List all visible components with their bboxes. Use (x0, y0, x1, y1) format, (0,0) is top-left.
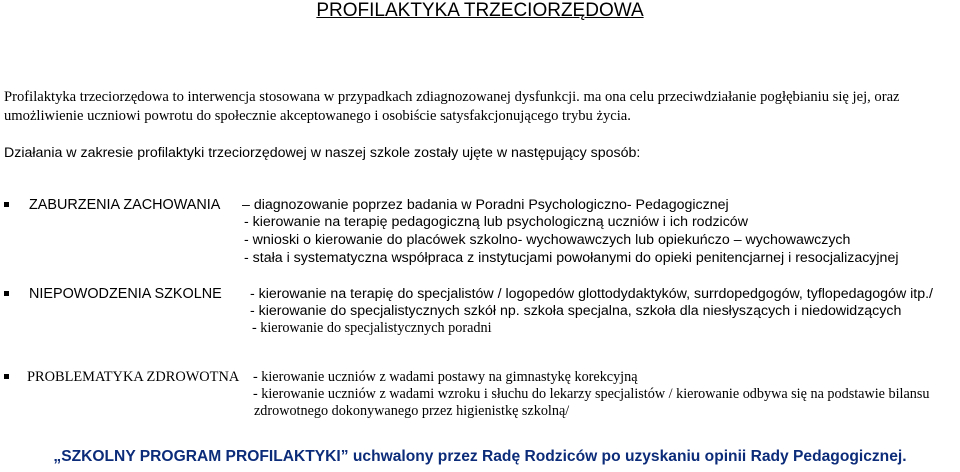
section-label-behavior: ZABURZENIA ZACHOWANIA (29, 197, 221, 213)
section-item: - wnioski o kierowanie do placówek szkolno- wychowawczych lub opiekuńczo – wychowawczych (244, 232, 851, 248)
school-program-footer: „SZKOLNY PROGRAM PROFILAKTYKI” uchwalony przez Radę Rodziców po uzyskaniu opinii Rady Pedagogicznej. (53, 448, 907, 465)
intro-line-1: Profilaktyka trzeciorzędowa to interwencja stosowana w przypadkach zdiagnozowanej dysfunkcji. ma ona celu przeciwdziałanie pogłębianiu się jej, oraz (4, 89, 900, 105)
section-item: - kierowanie do specjalistycznych szkół np. szkoła specjalna, szkoła dla niesłyszących i niedowidzących (250, 303, 902, 319)
section-item: zdrowotnego dokonywanego przez higienistkę szkolną/ (254, 403, 570, 419)
section-item: - kierowanie uczniów z wadami wzroku i słuchu do lekarzy specjalistów / kierowanie odbywa się na podstawie bilansu (253, 386, 930, 402)
section-item: - kierowanie do specjalistycznych poradni (252, 320, 492, 336)
section-item: - kierowanie uczniów z wadami postawy na gimnastykę korekcyjną (253, 369, 638, 385)
intro-line-2: umożliwienie uczniowi powrotu do społecznie akceptowanego i osobiście satysfakcjonującego trybu życia. (4, 108, 631, 124)
section-item: - kierowanie na terapię do specjalistów / logopedów glottodydaktyków, surrdopedgogów, tyflopedagogów itp./ (250, 286, 934, 302)
bullet-square-icon (4, 374, 9, 379)
document-title: PROFILAKTYKA TRZECIORZĘDOWA (316, 0, 644, 21)
bullet-square-icon (4, 202, 9, 207)
section-label-health: PROBLEMATYKA ZDROWOTNA (27, 369, 240, 385)
lead-paragraph: Działania w zakresie profilaktyki trzeciorzędowej w naszej szkole zostały ujęte w następujący sposób: (4, 145, 641, 161)
section-item: - kierowanie na terapię pedagogiczną lub psychologiczną uczniów i ich rodziców (244, 214, 748, 230)
section-item: - stała i systematyczna współpraca z instytucjami powołanymi do opieki penitencjarnej i resocjalizacyjnej (244, 250, 899, 266)
section-item: – diagnozowanie poprzez badania w Poradni Psychologiczno- Pedagogicznej (242, 197, 729, 213)
section-label-school-failure: NIEPOWODZENIA SZKOLNE (29, 286, 222, 302)
bullet-square-icon (4, 291, 9, 296)
